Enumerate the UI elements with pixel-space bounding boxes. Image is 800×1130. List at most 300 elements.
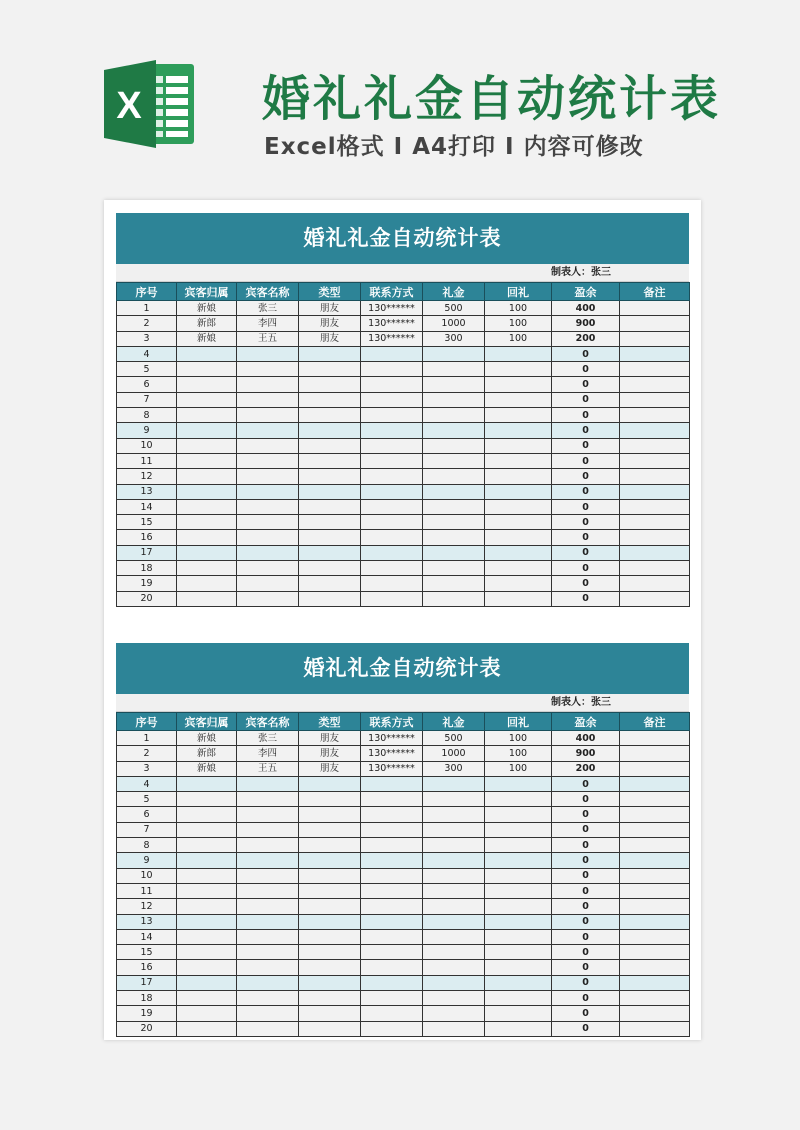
cell-col-guest[interactable] [237, 868, 299, 883]
cell-col-contact[interactable] [361, 392, 423, 407]
cell-col-return[interactable] [485, 515, 552, 530]
cell-col-note[interactable] [620, 807, 690, 822]
cell-col-return[interactable] [485, 408, 552, 423]
cell-col-profit[interactable]: 0 [552, 530, 620, 545]
cell-col-profit[interactable]: 0 [552, 362, 620, 377]
cell-col-gift[interactable] [423, 545, 485, 560]
cell-col-owner[interactable] [177, 377, 237, 392]
cell-col-gift[interactable] [423, 838, 485, 853]
cell-col-note[interactable] [620, 346, 690, 361]
cell-col-type[interactable] [299, 408, 361, 423]
cell-col-guest[interactable] [237, 792, 299, 807]
cell-col-type[interactable] [299, 362, 361, 377]
cell-col-seq[interactable]: 2 [117, 316, 177, 331]
cell-col-type[interactable] [299, 822, 361, 837]
cell-col-type[interactable] [299, 975, 361, 990]
cell-col-owner[interactable] [177, 1021, 237, 1036]
cell-col-profit[interactable]: 0 [552, 807, 620, 822]
cell-col-profit[interactable]: 0 [552, 822, 620, 837]
cell-col-seq[interactable]: 3 [117, 761, 177, 776]
cell-col-owner[interactable] [177, 392, 237, 407]
cell-col-guest[interactable] [237, 1021, 299, 1036]
cell-col-gift[interactable] [423, 807, 485, 822]
cell-col-seq[interactable]: 10 [117, 868, 177, 883]
cell-col-guest[interactable] [237, 591, 299, 606]
cell-col-return[interactable]: 100 [485, 746, 552, 761]
cell-col-seq[interactable]: 11 [117, 453, 177, 468]
cell-col-owner[interactable]: 新郎 [177, 746, 237, 761]
cell-col-type[interactable] [299, 1021, 361, 1036]
cell-col-contact[interactable]: 130****** [361, 316, 423, 331]
cell-col-gift[interactable] [423, 408, 485, 423]
cell-col-return[interactable] [485, 499, 552, 514]
cell-col-return[interactable] [485, 561, 552, 576]
cell-col-contact[interactable] [361, 883, 423, 898]
cell-col-gift[interactable] [423, 561, 485, 576]
cell-col-seq[interactable]: 18 [117, 561, 177, 576]
cell-col-owner[interactable] [177, 899, 237, 914]
cell-col-profit[interactable]: 0 [552, 591, 620, 606]
cell-col-return[interactable] [485, 453, 552, 468]
cell-col-owner[interactable] [177, 883, 237, 898]
cell-col-return[interactable] [485, 377, 552, 392]
cell-col-gift[interactable] [423, 991, 485, 1006]
cell-col-return[interactable] [485, 362, 552, 377]
cell-col-type[interactable] [299, 453, 361, 468]
cell-col-note[interactable] [620, 515, 690, 530]
cell-col-seq[interactable]: 14 [117, 929, 177, 944]
cell-col-guest[interactable]: 王五 [237, 331, 299, 346]
cell-col-contact[interactable] [361, 346, 423, 361]
cell-col-guest[interactable] [237, 530, 299, 545]
cell-col-guest[interactable] [237, 991, 299, 1006]
cell-col-guest[interactable] [237, 545, 299, 560]
cell-col-type[interactable] [299, 515, 361, 530]
cell-col-type[interactable] [299, 914, 361, 929]
cell-col-note[interactable] [620, 761, 690, 776]
cell-col-profit[interactable]: 900 [552, 316, 620, 331]
cell-col-return[interactable] [485, 484, 552, 499]
cell-col-profit[interactable]: 0 [552, 776, 620, 791]
cell-col-gift[interactable]: 1000 [423, 316, 485, 331]
cell-col-gift[interactable]: 300 [423, 331, 485, 346]
cell-col-type[interactable] [299, 591, 361, 606]
cell-col-profit[interactable]: 0 [552, 899, 620, 914]
cell-col-note[interactable] [620, 423, 690, 438]
cell-col-owner[interactable] [177, 469, 237, 484]
cell-col-type[interactable]: 朋友 [299, 316, 361, 331]
cell-col-type[interactable] [299, 346, 361, 361]
cell-col-return[interactable] [485, 469, 552, 484]
cell-col-owner[interactable] [177, 453, 237, 468]
cell-col-note[interactable] [620, 408, 690, 423]
cell-col-note[interactable] [620, 899, 690, 914]
cell-col-seq[interactable]: 16 [117, 530, 177, 545]
cell-col-return[interactable] [485, 883, 552, 898]
cell-col-gift[interactable] [423, 392, 485, 407]
cell-col-profit[interactable]: 900 [552, 746, 620, 761]
cell-col-gift[interactable] [423, 960, 485, 975]
cell-col-owner[interactable] [177, 438, 237, 453]
cell-col-note[interactable] [620, 362, 690, 377]
cell-col-owner[interactable] [177, 975, 237, 990]
cell-col-contact[interactable] [361, 561, 423, 576]
cell-col-owner[interactable] [177, 914, 237, 929]
cell-col-owner[interactable] [177, 561, 237, 576]
cell-col-note[interactable] [620, 838, 690, 853]
cell-col-seq[interactable]: 18 [117, 991, 177, 1006]
cell-col-profit[interactable]: 400 [552, 731, 620, 746]
cell-col-owner[interactable]: 新娘 [177, 301, 237, 316]
cell-col-seq[interactable]: 13 [117, 914, 177, 929]
cell-col-seq[interactable]: 1 [117, 301, 177, 316]
cell-col-profit[interactable]: 0 [552, 1006, 620, 1021]
cell-col-contact[interactable] [361, 576, 423, 591]
cell-col-guest[interactable]: 王五 [237, 761, 299, 776]
cell-col-return[interactable] [485, 530, 552, 545]
cell-col-profit[interactable]: 0 [552, 883, 620, 898]
cell-col-contact[interactable]: 130****** [361, 761, 423, 776]
cell-col-return[interactable] [485, 591, 552, 606]
cell-col-guest[interactable] [237, 377, 299, 392]
cell-col-return[interactable] [485, 945, 552, 960]
cell-col-profit[interactable]: 0 [552, 438, 620, 453]
cell-col-gift[interactable] [423, 883, 485, 898]
cell-col-type[interactable] [299, 991, 361, 1006]
cell-col-owner[interactable] [177, 423, 237, 438]
cell-col-note[interactable] [620, 438, 690, 453]
cell-col-gift[interactable] [423, 945, 485, 960]
cell-col-type[interactable] [299, 438, 361, 453]
cell-col-seq[interactable]: 7 [117, 822, 177, 837]
cell-col-note[interactable] [620, 331, 690, 346]
cell-col-contact[interactable] [361, 960, 423, 975]
cell-col-gift[interactable] [423, 362, 485, 377]
cell-col-guest[interactable] [237, 346, 299, 361]
cell-col-return[interactable] [485, 792, 552, 807]
cell-col-owner[interactable] [177, 484, 237, 499]
cell-col-seq[interactable]: 12 [117, 469, 177, 484]
cell-col-gift[interactable] [423, 438, 485, 453]
cell-col-seq[interactable]: 14 [117, 499, 177, 514]
cell-col-type[interactable] [299, 392, 361, 407]
cell-col-note[interactable] [620, 499, 690, 514]
cell-col-gift[interactable] [423, 346, 485, 361]
cell-col-seq[interactable]: 19 [117, 576, 177, 591]
cell-col-return[interactable] [485, 423, 552, 438]
cell-col-owner[interactable] [177, 346, 237, 361]
cell-col-profit[interactable]: 0 [552, 991, 620, 1006]
cell-col-guest[interactable] [237, 975, 299, 990]
cell-col-owner[interactable] [177, 807, 237, 822]
cell-col-contact[interactable] [361, 1021, 423, 1036]
cell-col-note[interactable] [620, 484, 690, 499]
cell-col-contact[interactable] [361, 1006, 423, 1021]
cell-col-note[interactable] [620, 776, 690, 791]
cell-col-seq[interactable]: 4 [117, 776, 177, 791]
cell-col-contact[interactable] [361, 914, 423, 929]
cell-col-seq[interactable]: 6 [117, 807, 177, 822]
cell-col-note[interactable] [620, 301, 690, 316]
cell-col-note[interactable] [620, 561, 690, 576]
cell-col-return[interactable] [485, 991, 552, 1006]
cell-col-profit[interactable]: 0 [552, 576, 620, 591]
cell-col-note[interactable] [620, 731, 690, 746]
cell-col-guest[interactable] [237, 561, 299, 576]
cell-col-contact[interactable] [361, 499, 423, 514]
cell-col-note[interactable] [620, 1006, 690, 1021]
cell-col-gift[interactable] [423, 868, 485, 883]
cell-col-profit[interactable]: 0 [552, 975, 620, 990]
cell-col-contact[interactable] [361, 423, 423, 438]
cell-col-note[interactable] [620, 1021, 690, 1036]
cell-col-profit[interactable]: 400 [552, 301, 620, 316]
cell-col-contact[interactable] [361, 792, 423, 807]
cell-col-owner[interactable] [177, 853, 237, 868]
cell-col-guest[interactable] [237, 392, 299, 407]
cell-col-gift[interactable] [423, 499, 485, 514]
cell-col-gift[interactable]: 1000 [423, 746, 485, 761]
cell-col-return[interactable] [485, 838, 552, 853]
cell-col-profit[interactable]: 0 [552, 792, 620, 807]
cell-col-owner[interactable]: 新娘 [177, 331, 237, 346]
cell-col-return[interactable] [485, 914, 552, 929]
cell-col-seq[interactable]: 4 [117, 346, 177, 361]
cell-col-return[interactable] [485, 975, 552, 990]
cell-col-return[interactable]: 100 [485, 731, 552, 746]
cell-col-note[interactable] [620, 591, 690, 606]
cell-col-guest[interactable] [237, 914, 299, 929]
cell-col-profit[interactable]: 0 [552, 346, 620, 361]
cell-col-gift[interactable] [423, 914, 485, 929]
cell-col-owner[interactable]: 新郎 [177, 316, 237, 331]
cell-col-contact[interactable] [361, 991, 423, 1006]
cell-col-profit[interactable]: 0 [552, 561, 620, 576]
cell-col-note[interactable] [620, 822, 690, 837]
cell-col-owner[interactable] [177, 792, 237, 807]
cell-col-owner[interactable] [177, 576, 237, 591]
cell-col-return[interactable] [485, 822, 552, 837]
cell-col-return[interactable] [485, 960, 552, 975]
cell-col-note[interactable] [620, 883, 690, 898]
cell-col-seq[interactable]: 16 [117, 960, 177, 975]
cell-col-contact[interactable] [361, 822, 423, 837]
cell-col-type[interactable] [299, 807, 361, 822]
cell-col-contact[interactable] [361, 469, 423, 484]
cell-col-profit[interactable]: 0 [552, 853, 620, 868]
cell-col-seq[interactable]: 1 [117, 731, 177, 746]
cell-col-return[interactable]: 100 [485, 331, 552, 346]
cell-col-guest[interactable] [237, 576, 299, 591]
cell-col-owner[interactable] [177, 776, 237, 791]
cell-col-type[interactable] [299, 469, 361, 484]
cell-col-contact[interactable] [361, 945, 423, 960]
cell-col-guest[interactable] [237, 469, 299, 484]
cell-col-owner[interactable] [177, 838, 237, 853]
cell-col-type[interactable] [299, 576, 361, 591]
cell-col-seq[interactable]: 6 [117, 377, 177, 392]
cell-col-note[interactable] [620, 746, 690, 761]
cell-col-guest[interactable] [237, 822, 299, 837]
cell-col-guest[interactable]: 张三 [237, 731, 299, 746]
cell-col-guest[interactable] [237, 883, 299, 898]
cell-col-type[interactable] [299, 484, 361, 499]
cell-col-guest[interactable] [237, 499, 299, 514]
cell-col-contact[interactable] [361, 438, 423, 453]
cell-col-type[interactable] [299, 1006, 361, 1021]
cell-col-contact[interactable]: 130****** [361, 331, 423, 346]
cell-col-type[interactable] [299, 960, 361, 975]
cell-col-guest[interactable] [237, 1006, 299, 1021]
cell-col-type[interactable] [299, 853, 361, 868]
cell-col-contact[interactable] [361, 975, 423, 990]
cell-col-seq[interactable]: 17 [117, 545, 177, 560]
cell-col-profit[interactable]: 200 [552, 331, 620, 346]
cell-col-guest[interactable] [237, 408, 299, 423]
cell-col-return[interactable] [485, 1021, 552, 1036]
cell-col-type[interactable] [299, 561, 361, 576]
cell-col-owner[interactable] [177, 362, 237, 377]
cell-col-gift[interactable] [423, 576, 485, 591]
cell-col-profit[interactable]: 0 [552, 545, 620, 560]
cell-col-profit[interactable]: 0 [552, 423, 620, 438]
cell-col-return[interactable] [485, 438, 552, 453]
cell-col-gift[interactable] [423, 484, 485, 499]
cell-col-seq[interactable]: 8 [117, 408, 177, 423]
cell-col-note[interactable] [620, 868, 690, 883]
cell-col-profit[interactable]: 0 [552, 453, 620, 468]
cell-col-contact[interactable] [361, 838, 423, 853]
cell-col-type[interactable]: 朋友 [299, 746, 361, 761]
cell-col-note[interactable] [620, 469, 690, 484]
cell-col-contact[interactable] [361, 515, 423, 530]
cell-col-note[interactable] [620, 453, 690, 468]
cell-col-guest[interactable]: 李四 [237, 746, 299, 761]
cell-col-seq[interactable]: 7 [117, 392, 177, 407]
cell-col-owner[interactable] [177, 499, 237, 514]
cell-col-seq[interactable]: 12 [117, 899, 177, 914]
cell-col-seq[interactable]: 8 [117, 838, 177, 853]
cell-col-owner[interactable] [177, 1006, 237, 1021]
cell-col-return[interactable] [485, 899, 552, 914]
cell-col-note[interactable] [620, 960, 690, 975]
cell-col-gift[interactable] [423, 853, 485, 868]
cell-col-type[interactable] [299, 899, 361, 914]
cell-col-seq[interactable]: 5 [117, 792, 177, 807]
cell-col-return[interactable]: 100 [485, 761, 552, 776]
cell-col-seq[interactable]: 11 [117, 883, 177, 898]
cell-col-contact[interactable] [361, 929, 423, 944]
cell-col-guest[interactable] [237, 515, 299, 530]
cell-col-contact[interactable] [361, 868, 423, 883]
cell-col-type[interactable] [299, 868, 361, 883]
cell-col-return[interactable]: 100 [485, 301, 552, 316]
cell-col-guest[interactable] [237, 929, 299, 944]
cell-col-type[interactable] [299, 883, 361, 898]
cell-col-gift[interactable] [423, 822, 485, 837]
cell-col-contact[interactable] [361, 545, 423, 560]
cell-col-gift[interactable] [423, 377, 485, 392]
cell-col-contact[interactable]: 130****** [361, 301, 423, 316]
cell-col-return[interactable] [485, 776, 552, 791]
cell-col-guest[interactable] [237, 838, 299, 853]
cell-col-gift[interactable] [423, 1021, 485, 1036]
cell-col-owner[interactable] [177, 868, 237, 883]
cell-col-profit[interactable]: 0 [552, 838, 620, 853]
cell-col-note[interactable] [620, 945, 690, 960]
cell-col-return[interactable] [485, 545, 552, 560]
cell-col-owner[interactable] [177, 929, 237, 944]
cell-col-guest[interactable] [237, 853, 299, 868]
cell-col-contact[interactable] [361, 408, 423, 423]
cell-col-profit[interactable]: 0 [552, 408, 620, 423]
cell-col-type[interactable] [299, 499, 361, 514]
cell-col-contact[interactable] [361, 530, 423, 545]
cell-col-guest[interactable] [237, 362, 299, 377]
cell-col-return[interactable]: 100 [485, 316, 552, 331]
cell-col-profit[interactable]: 0 [552, 392, 620, 407]
cell-col-seq[interactable]: 10 [117, 438, 177, 453]
cell-col-guest[interactable] [237, 776, 299, 791]
cell-col-type[interactable] [299, 530, 361, 545]
cell-col-owner[interactable] [177, 515, 237, 530]
cell-col-guest[interactable] [237, 423, 299, 438]
cell-col-guest[interactable] [237, 899, 299, 914]
cell-col-owner[interactable] [177, 960, 237, 975]
cell-col-owner[interactable] [177, 530, 237, 545]
cell-col-note[interactable] [620, 914, 690, 929]
cell-col-seq[interactable]: 17 [117, 975, 177, 990]
cell-col-seq[interactable]: 20 [117, 591, 177, 606]
cell-col-return[interactable] [485, 1006, 552, 1021]
cell-col-contact[interactable] [361, 453, 423, 468]
cell-col-guest[interactable] [237, 807, 299, 822]
cell-col-profit[interactable]: 0 [552, 499, 620, 514]
cell-col-type[interactable] [299, 792, 361, 807]
cell-col-type[interactable]: 朋友 [299, 731, 361, 746]
cell-col-gift[interactable] [423, 453, 485, 468]
cell-col-seq[interactable]: 15 [117, 515, 177, 530]
cell-col-seq[interactable]: 9 [117, 853, 177, 868]
cell-col-profit[interactable]: 0 [552, 469, 620, 484]
cell-col-owner[interactable] [177, 545, 237, 560]
cell-col-profit[interactable]: 0 [552, 484, 620, 499]
cell-col-owner[interactable] [177, 822, 237, 837]
cell-col-return[interactable] [485, 807, 552, 822]
cell-col-gift[interactable] [423, 975, 485, 990]
cell-col-type[interactable] [299, 776, 361, 791]
cell-col-type[interactable] [299, 377, 361, 392]
cell-col-contact[interactable] [361, 776, 423, 791]
cell-col-return[interactable] [485, 868, 552, 883]
cell-col-note[interactable] [620, 792, 690, 807]
cell-col-seq[interactable]: 20 [117, 1021, 177, 1036]
cell-col-type[interactable] [299, 945, 361, 960]
cell-col-return[interactable] [485, 853, 552, 868]
cell-col-type[interactable] [299, 545, 361, 560]
cell-col-gift[interactable] [423, 1006, 485, 1021]
cell-col-contact[interactable] [361, 853, 423, 868]
cell-col-owner[interactable]: 新娘 [177, 761, 237, 776]
cell-col-gift[interactable] [423, 469, 485, 484]
cell-col-gift[interactable] [423, 423, 485, 438]
cell-col-return[interactable] [485, 929, 552, 944]
cell-col-return[interactable] [485, 392, 552, 407]
cell-col-note[interactable] [620, 991, 690, 1006]
cell-col-gift[interactable] [423, 515, 485, 530]
cell-col-seq[interactable]: 2 [117, 746, 177, 761]
cell-col-gift[interactable] [423, 776, 485, 791]
